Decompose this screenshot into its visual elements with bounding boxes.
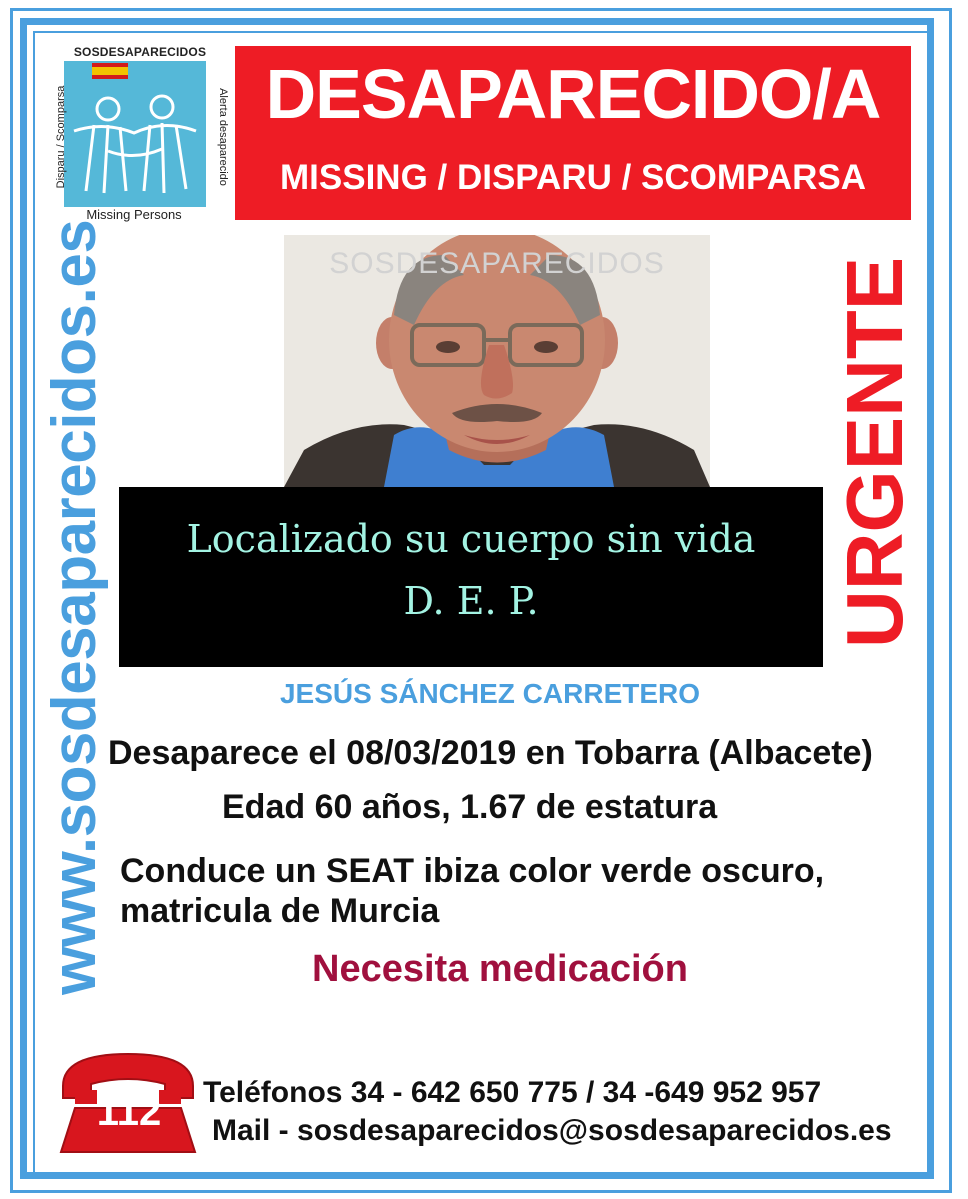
photo-watermark: SOSDESAPARECIDOS — [329, 247, 665, 280]
poster-subtitle: MISSING / DISPARU / SCOMPARSA — [280, 158, 866, 197]
emergency-number: 112 — [96, 1090, 162, 1134]
age-height: Edad 60 años, 1.67 de estatura — [222, 788, 718, 826]
logo-bottom-text: Missing Persons — [86, 207, 182, 222]
person-name: JESÚS SÁNCHEZ CARRETERO — [279, 678, 701, 709]
logo-left-text: Disparu / Scomparsa — [55, 85, 67, 189]
missing-header — [235, 46, 911, 220]
disappearance-details: Desaparece el 08/03/2019 en Tobarra (Albacete) — [108, 734, 873, 772]
poster-title: DESAPARECIDO/A — [265, 55, 881, 133]
found-notice-text: Localizado su cuerpo sin vida — [186, 517, 756, 561]
rip-text: D. E. P. — [403, 579, 539, 623]
medication-note: Necesita medicación — [312, 948, 688, 990]
contact-phones: Teléfonos 34 - 642 650 775 / 34 -649 952 957 — [203, 1076, 822, 1109]
sosdesaparecidos-logo — [44, 45, 229, 225]
contact-mail: Mail - sosdesaparecidos@sosdesaparecidos.es — [212, 1114, 892, 1147]
vehicle-line-2: matricula de Murcia — [120, 892, 440, 930]
logo-top-text: SOSDESAPARECIDOS — [73, 45, 207, 59]
vehicle-line-1: Conduce un SEAT ibiza color verde oscuro, — [120, 852, 825, 890]
people-emblem-icon — [64, 61, 206, 207]
person-photo — [284, 235, 710, 487]
logo-emblem — [64, 61, 206, 207]
website-url: www.sosdesaparecidos.es — [40, 219, 109, 995]
urgent-label: URGENTE — [830, 256, 919, 648]
logo-right-text: Alerta desaparecido — [217, 88, 229, 186]
found-notice-box — [119, 487, 823, 667]
